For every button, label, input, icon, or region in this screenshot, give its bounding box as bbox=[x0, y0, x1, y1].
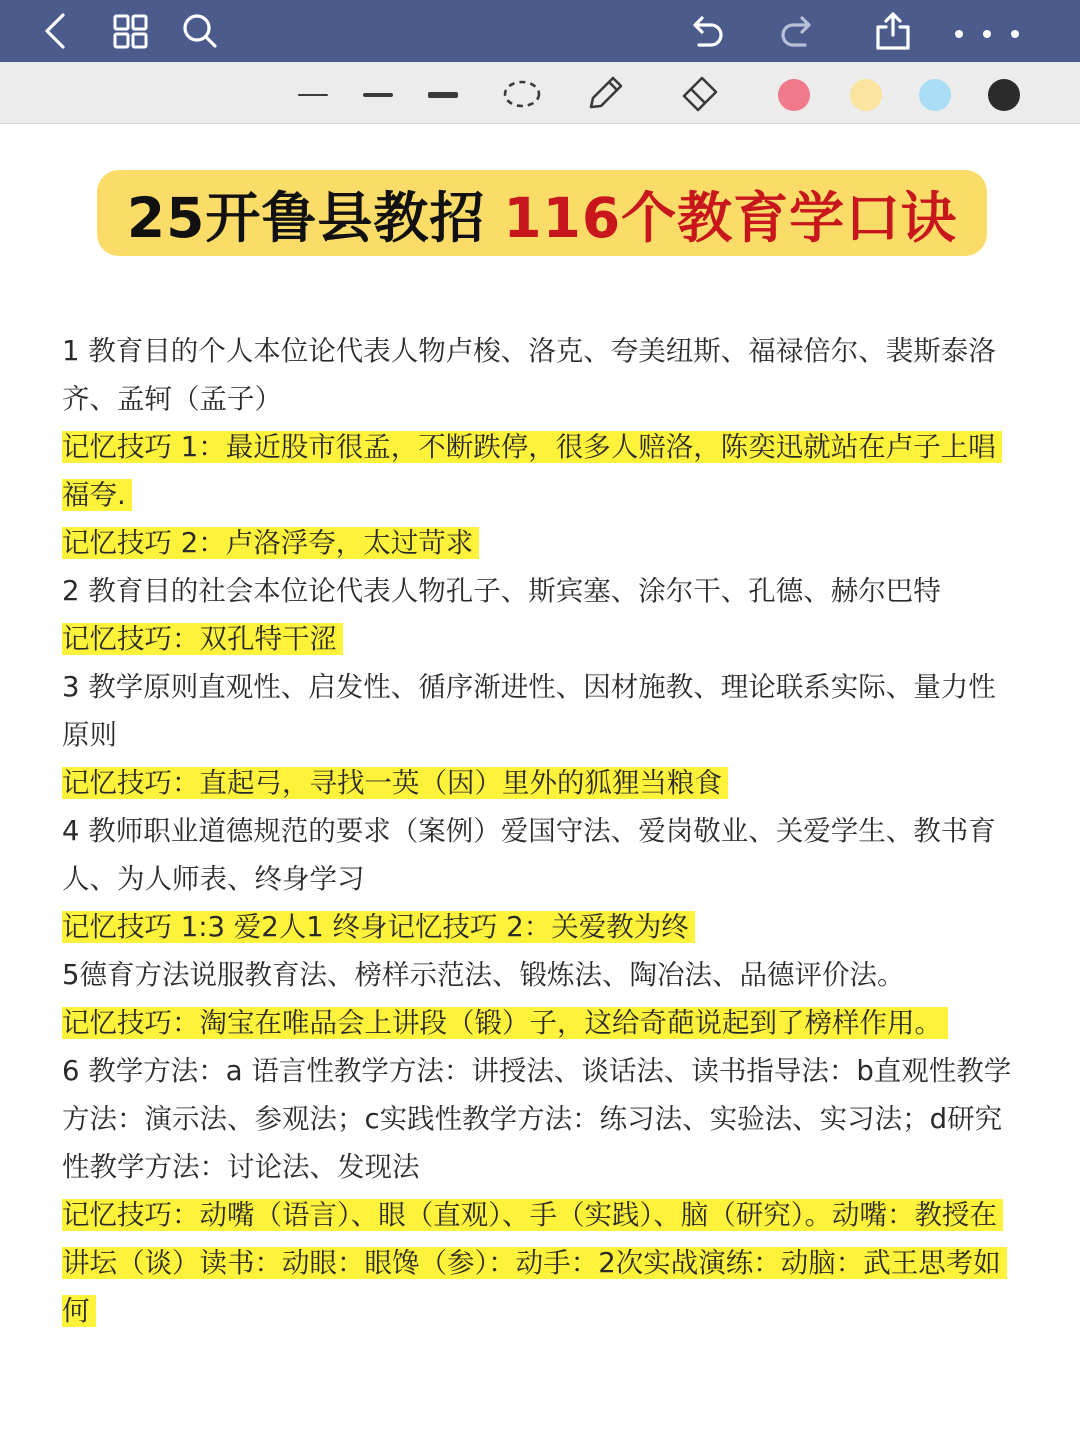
memory-tip-2 bbox=[62, 615, 1022, 663]
highlighted-tip: 记忆技巧 1:3 爱2人1 终身记忆技巧 2：关爱教为终 bbox=[62, 911, 695, 943]
highlighted-tip: 记忆技巧：淘宝在唯品会上讲段（锻）子，这给奇葩说起到了榜样作用。 bbox=[62, 1007, 948, 1039]
memory-tip-3 bbox=[62, 759, 1022, 807]
thin-stroke-option[interactable] bbox=[298, 94, 328, 96]
memory-tip-5 bbox=[62, 999, 1022, 1047]
eraser-icon[interactable] bbox=[680, 74, 720, 112]
content-item-4 bbox=[62, 807, 1022, 903]
thick-stroke-option[interactable] bbox=[428, 92, 458, 98]
redo-icon[interactable] bbox=[778, 11, 818, 51]
content-item-2 bbox=[62, 567, 1022, 615]
color-swatch-red[interactable] bbox=[778, 79, 810, 111]
top-nav-bar bbox=[0, 0, 1080, 62]
highlighted-tip: 记忆技巧：直起弓，寻找一英（因）里外的狐狸当粮食 bbox=[62, 767, 728, 799]
pencil-icon[interactable] bbox=[585, 74, 625, 112]
content-item-5 bbox=[62, 951, 1022, 999]
item-text: 2 教育目的社会本位论代表人物孔子、斯宾塞、涂尔干、孔德、赫尔巴特 bbox=[62, 575, 941, 607]
medium-stroke-option[interactable] bbox=[363, 93, 393, 97]
page-title bbox=[97, 170, 987, 256]
item-text: 6 教学方法：a 语言性教学方法：讲授法、谈话法、读书指导法：b直观性教学方法：演示法、参观法；c实践性教学方法：练习法、实验法、实习法；d研究性教学方法：讨论法、发现法 bbox=[62, 1055, 1012, 1183]
drawing-toolbar bbox=[0, 62, 1080, 124]
item-text: 4 教师职业道德规范的要求（案例）爱国守法、爱岗敬业、关爱学生、教书育人、为人师表、终身学习 bbox=[62, 815, 996, 895]
lasso-icon[interactable] bbox=[502, 74, 542, 112]
item-text: 5德育方法说服教育法、榜样示范法、锻炼法、陶冶法、品德评价法。 bbox=[62, 959, 905, 991]
grid-icon[interactable] bbox=[111, 11, 151, 51]
color-swatch-black[interactable] bbox=[988, 79, 1020, 111]
content-item-3 bbox=[62, 663, 1022, 759]
memory-tip-1b bbox=[62, 519, 1022, 567]
share-icon[interactable] bbox=[873, 11, 913, 51]
search-icon[interactable] bbox=[180, 11, 220, 51]
undo-icon[interactable] bbox=[686, 11, 726, 51]
item-text: 1 教育目的个人本位论代表人物卢梭、洛克、夸美纽斯、福禄倍尔、裴斯泰洛齐、孟轲（孟子） bbox=[62, 335, 996, 415]
highlighted-tip: 记忆技巧：双孔特干涩 bbox=[62, 623, 343, 655]
highlighted-tip: 记忆技巧 1：最近股市很孟，不断跌停，很多人赔洛，陈奕迅就站在卢子上唱福夸. bbox=[62, 431, 1002, 511]
highlighted-tip: 记忆技巧：动嘴（语言）、眼（直观）、手（实践）、脑（研究）。动嘴：教授在讲坛（谈）读书：动眼：眼馋（参）：动手：2次实战演练：动脑：武王思考如何 bbox=[62, 1199, 1007, 1327]
color-swatch-yellow[interactable] bbox=[850, 79, 882, 111]
note-content bbox=[62, 327, 1022, 1335]
memory-tip-6 bbox=[62, 1191, 1022, 1335]
item-text: 3 教学原则直观性、启发性、循序渐进性、因材施教、理论联系实际、量力性原则 bbox=[62, 671, 996, 751]
title-black-part: 25开鲁县教招 bbox=[126, 185, 486, 250]
color-swatch-blue[interactable] bbox=[919, 79, 951, 111]
memory-tip-4 bbox=[62, 903, 1022, 951]
memory-tip-1a bbox=[62, 423, 1022, 519]
highlighted-tip: 记忆技巧 2：卢洛浮夸，太过苛求 bbox=[62, 527, 479, 559]
content-item-1 bbox=[62, 327, 1022, 423]
title-red-part: 116个教育学口诀 bbox=[503, 185, 958, 250]
more-icon[interactable] bbox=[950, 11, 1026, 51]
content-item-6 bbox=[62, 1047, 1022, 1191]
back-icon[interactable] bbox=[38, 11, 78, 51]
